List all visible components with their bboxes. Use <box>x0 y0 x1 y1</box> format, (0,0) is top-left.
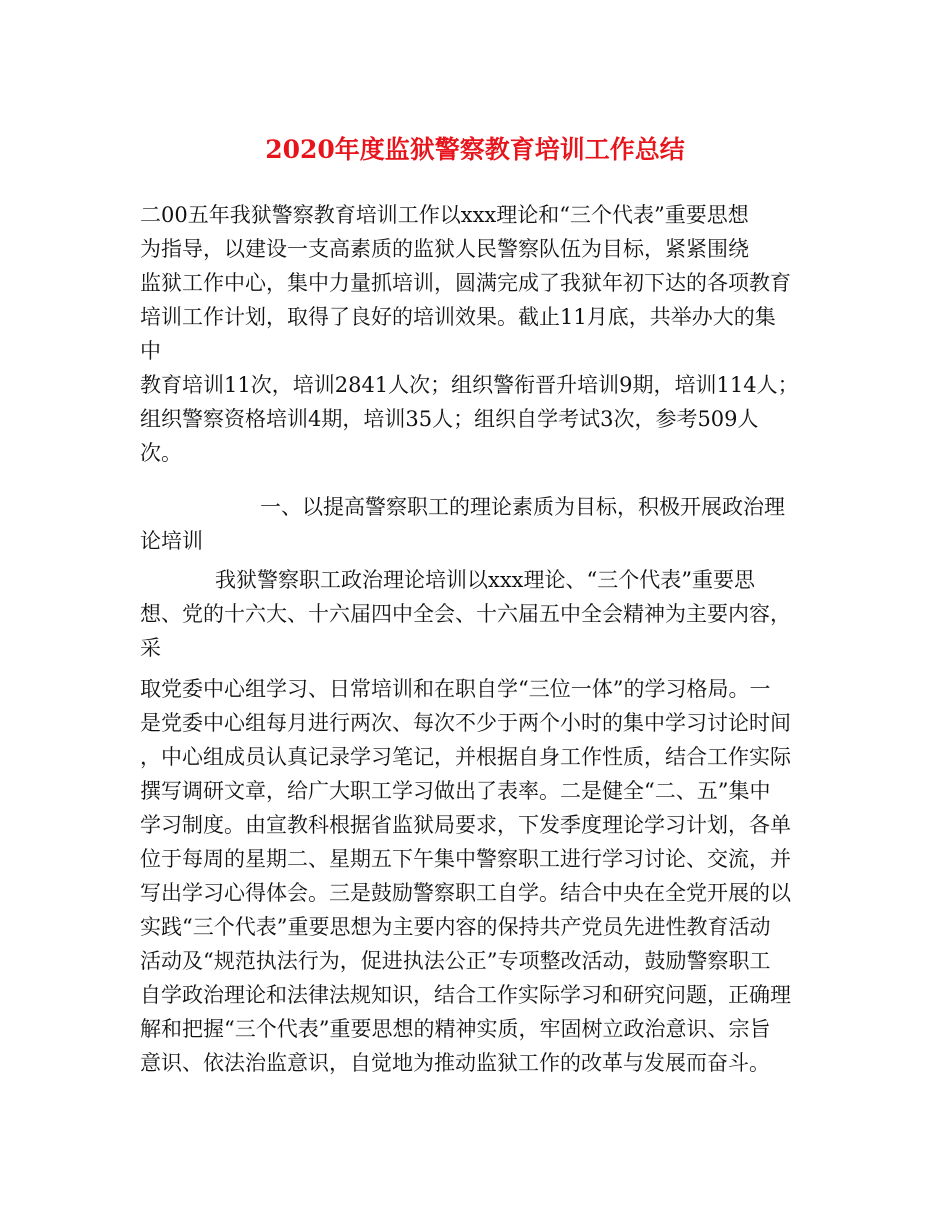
body-line-12: 想、党的十六大、十六届四中全会、十六届五中全会精神为主要内容， <box>140 602 791 626</box>
body-line-15: 是党委中心组每月进行两次、每次不少于两个小时的集中学习讨论时间 <box>140 711 791 735</box>
body-line-1: 二00五年我狱警察教育培训工作以xxx理论和“三个代表”重要思想 <box>140 203 749 227</box>
body-line-4: 培训工作计划，取得了良好的培训效果。截止11月底，共举办大的集 <box>140 305 776 329</box>
body-line-11: 我狱警察职工政治理论培训以xxx理论、“三个代表”重要思 <box>215 568 755 592</box>
body-line-19: 位于每周的星期二、星期五下午集中警察职工进行学习讨论、交流，并 <box>140 847 791 871</box>
body-line-7: 组织警察资格培训4期，培训35人；组织自学考试3次，参考509人 <box>140 407 759 431</box>
body-line-5: 中 <box>140 339 161 363</box>
body-line-16: ，中心组成员认真记录学习笔记，并根据自身工作性质，结合工作实际 <box>140 745 791 769</box>
body-line-6: 教育培训11次，培训2841人次；组织警衔晋升培训9期，培训114人； <box>140 373 799 397</box>
section-heading-1-cont: 论培训 <box>140 529 203 553</box>
body-line-22: 活动及“规范执法行为，促进执法公正”专项整改活动，鼓励警察职工 <box>140 949 771 973</box>
body-line-21: 实践“三个代表”重要思想为主要内容的保持共产党员先进性教育活动 <box>140 915 771 939</box>
body-line-8: 次。 <box>140 441 182 465</box>
section-heading-1: 一、以提高警察职工的理论素质为目标，积极开展政治理 <box>260 495 785 519</box>
body-line-20: 写出学习心得体会。三是鼓励警察职工自学。结合中央在全党开展的以 <box>140 881 791 905</box>
body-line-17: 撰写调研文章，给广大职工学习做出了表率。二是健全“二、五”集中 <box>140 779 771 803</box>
body-line-25: 意识、依法治监意识，自觉地为推动监狱工作的改革与发展而奋斗。 <box>140 1051 770 1075</box>
body-line-3: 监狱工作中心，集中力量抓培训，圆满完成了我狱年初下达的各项教育 <box>140 271 791 295</box>
body-line-23: 自学政治理论和法律法规知识，结合工作实际学习和研究问题，正确理 <box>140 983 791 1007</box>
body-line-14: 取党委中心组学习、日常培训和在职自学“三位一体”的学习格局。一 <box>140 677 771 701</box>
body-line-24: 解和把握“三个代表”重要思想的精神实质，牢固树立政治意识、宗旨 <box>140 1017 771 1041</box>
document-title: 2020年度监狱警察教育培训工作总结 <box>265 135 685 164</box>
body-line-18: 学习制度。由宣教科根据省监狱局要求，下发季度理论学习计划，各单 <box>140 813 791 837</box>
body-line-2: 为指导，以建设一支高素质的监狱人民警察队伍为目标，紧紧围绕 <box>140 237 749 261</box>
body-line-13: 采 <box>140 636 161 660</box>
